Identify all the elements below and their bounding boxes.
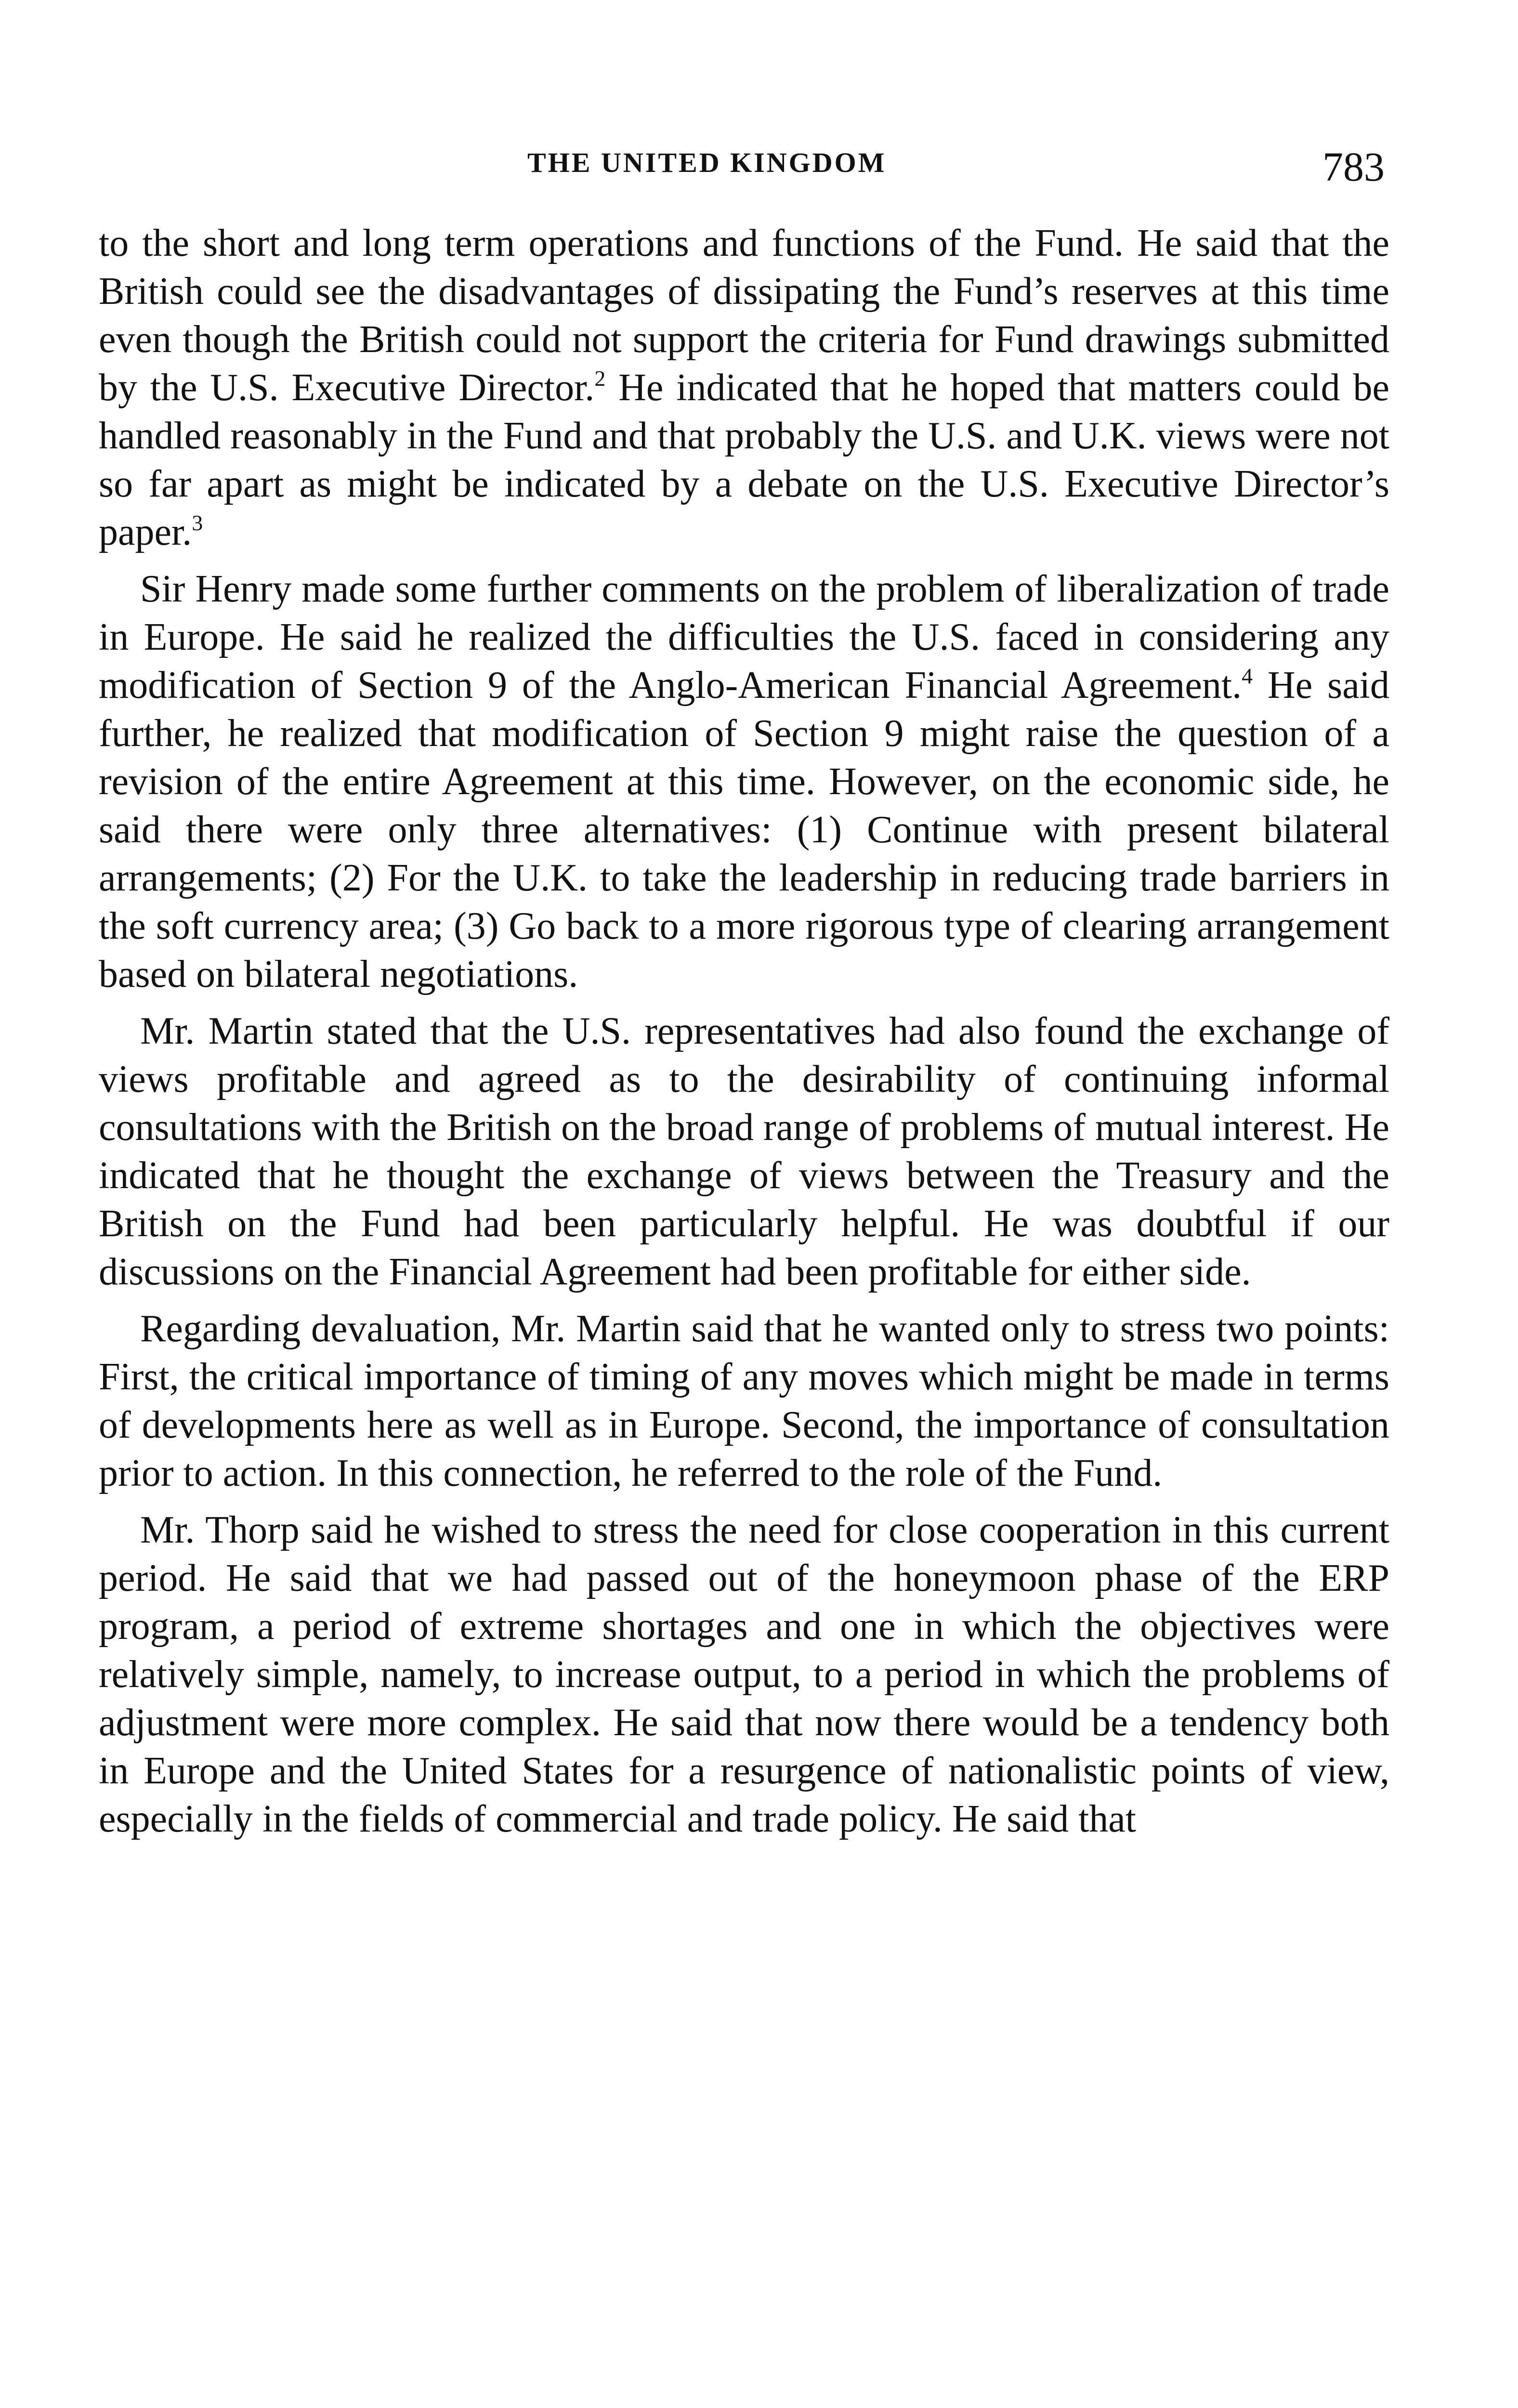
paragraph-devaluation bbox=[99, 1305, 1389, 1497]
paragraph-sir-henry bbox=[99, 565, 1389, 998]
footnote-reference: 2 bbox=[594, 366, 606, 391]
paragraph-text: He said further, he realized that modification of Section 9 might raise the question of a revision of the entire Agreement at this time. However, on the economic side, he said there were only three alternatives: (1) Continue with present bilateral arrangements; (2) For the U.K. to take the leadership in reducing trade barriers in the soft currency area; (3) Go back to a more rigorous type of clearing arrangement based on bilateral negotiations. bbox=[99, 664, 1389, 995]
paragraph-martin-views bbox=[99, 1007, 1389, 1296]
running-head bbox=[104, 143, 1385, 196]
paragraph-text: Regarding devaluation, Mr. Martin said that he wanted only to stress two points: First, the critical importance of timing of any moves which might be made in terms of developments here as well as in Europe. Second, the importance of consultation prior to action. In this connection, he referred to the role of the Fund. bbox=[99, 1308, 1389, 1494]
paragraph-text: Mr. Martin stated that the U.S. representatives had also found the exchange of views profitable and agreed as to the desirability of continuing informal consultations with the British on the broad range of problems of mutual interest. He indicated that he thought the exchange of views between the Treasury and the British on the Fund had been particularly helpful. He was doubtful if our discussions on the Financial Agreement had been profitable for either side. bbox=[99, 1010, 1389, 1293]
paragraph-continuation bbox=[99, 219, 1389, 556]
paragraph-text: to the short and long term operations and functions of the Fund. He said that the British could see the disadvantages of dissipating the Fund’s reserves at this time even though the British could not support the criteria for Fund drawings submitted by the U.S. Executive Director. bbox=[99, 222, 1389, 409]
paragraph-text: Mr. Thorp said he wished to stress the need for close cooperation in this current period. He said that we had passed out of the honeymoon phase of the ERP program, a period of extreme shortages and one in which the objectives were relatively simple, namely, to increase output, to a period in which the problems of adjustment were more complex. He said that now there would be a tendency both in Europe and the United States for a resurgence of nationalistic points of view, especially in the fields of commercial and trade policy. He said that bbox=[99, 1509, 1389, 1840]
paragraph-text: He indicated that he hoped that matters could be handled reasonably in the Fund and that probably the U.S. and U.K. views were not so far apart as might be indicated by a debate on the U.S. Executive Director’s paper. bbox=[99, 366, 1389, 553]
page-number: 783 bbox=[1322, 144, 1385, 190]
footnote-reference: 3 bbox=[192, 510, 203, 535]
body-text bbox=[99, 219, 1389, 1852]
footnote-reference: 4 bbox=[1242, 664, 1253, 688]
running-title: THE UNITED KINGDOM bbox=[527, 147, 887, 178]
paragraph-text: Sir Henry made some further comments on the problem of liberalization of trade in Europe. He said he realized the difficulties the U.S. faced in considering any modification of Section 9 of the Anglo-American Financial Agreement. bbox=[99, 568, 1389, 707]
paragraph-thorp bbox=[99, 1506, 1389, 1843]
